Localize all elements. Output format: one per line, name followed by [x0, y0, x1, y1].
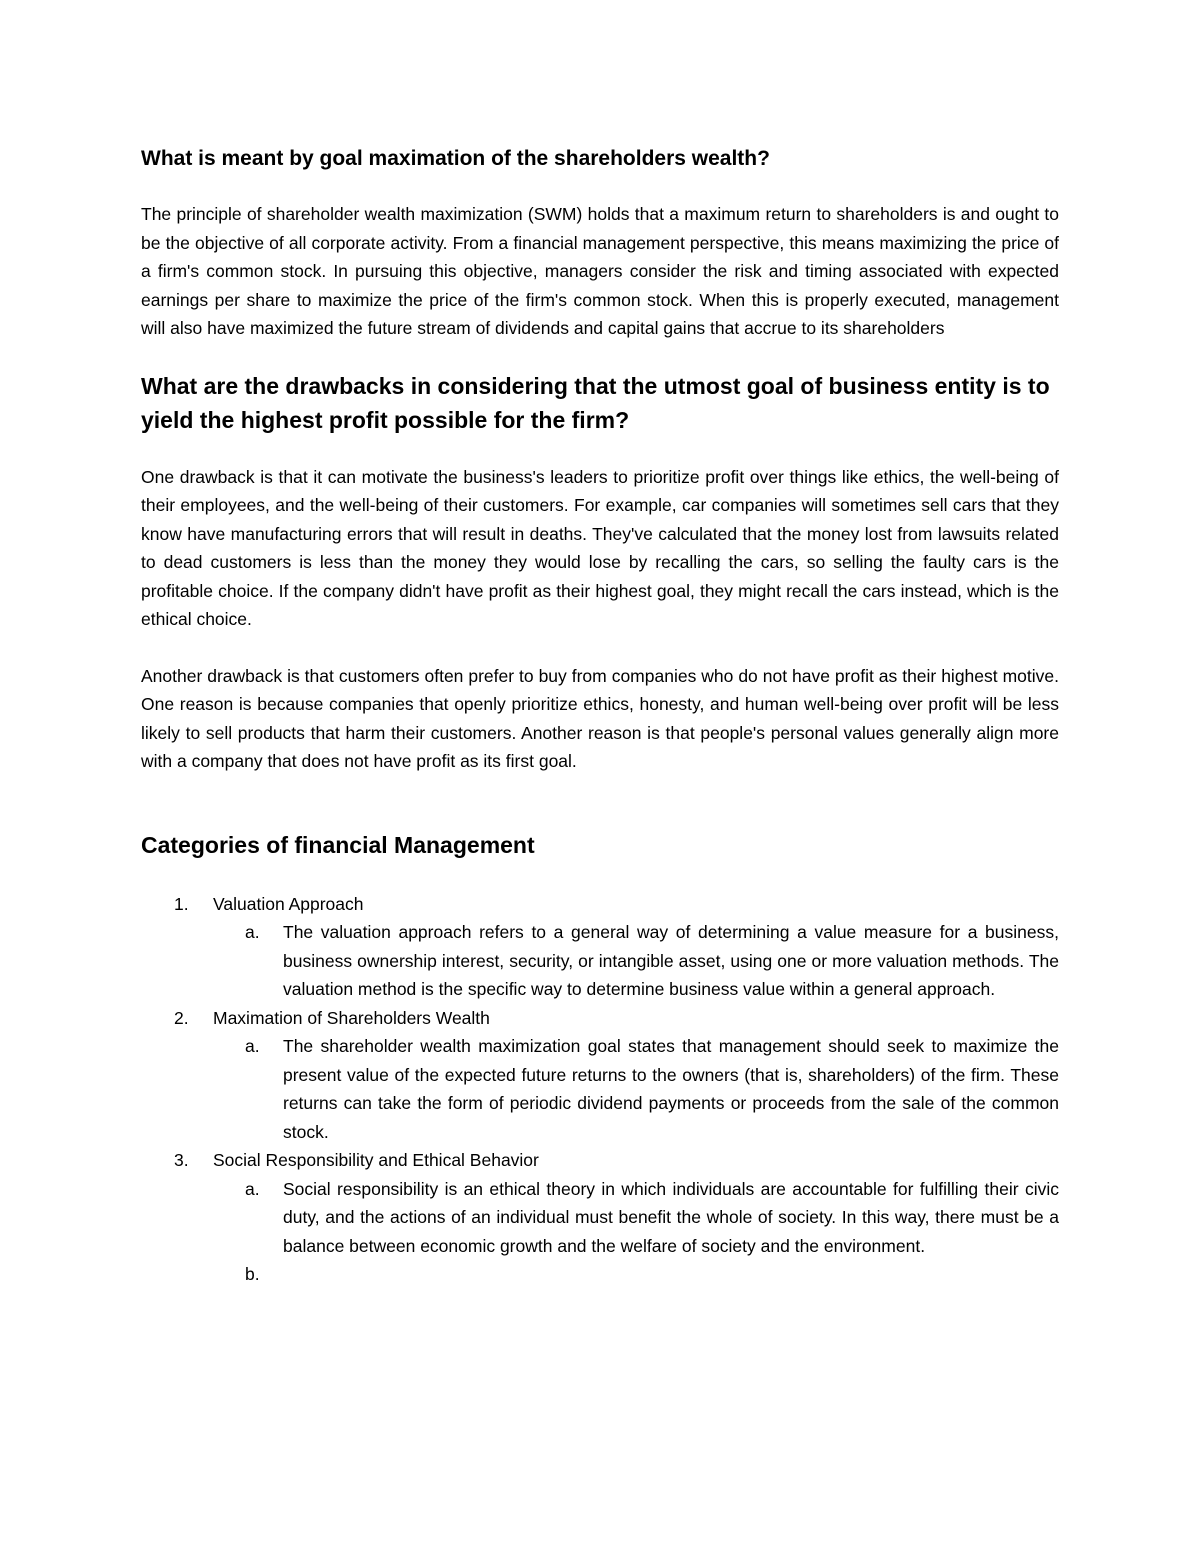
- category-item-maximation: [141, 1004, 1059, 1147]
- category-sublist: [141, 1175, 1059, 1289]
- subitem-marker: a.: [245, 922, 260, 942]
- question-2-heading: What are the drawbacks in considering that the utmost goal of business entity is to yield the highest profit possible for the firm?: [141, 372, 1050, 433]
- subitem-text: The valuation approach refers to a general way of determining a value measure for a business, business ownership interest, security, or intangible asset, using one or more valuation methods. The valuation method is the specific way to determine business value within a general approach.: [283, 922, 1059, 999]
- subitem-marker: a.: [245, 1036, 260, 1056]
- subitem-marker: b.: [245, 1264, 260, 1284]
- category-sublist: [141, 1032, 1059, 1146]
- subitem-text: The shareholder wealth maximization goal states that management should seek to maximize the present value of the expected future returns to the owners (that is, shareholders) of the firm. These returns can take the form of periodic dividend payments or proceeds from the sale of the common stock.: [283, 1036, 1059, 1142]
- category-title: Valuation Approach: [213, 893, 364, 914]
- question-1-answer: The principle of shareholder wealth maximization (SWM) holds that a maximum return to shareholders is and ought to be the objective of all corporate activity. From a financial management perspective, this means maximizing the price of a firm's common stock. In pursuing this objective, managers consider the risk and timing associated with expected earnings per share to maximize the price of the firm's common stock. When this is properly executed, management will also have maximized the future stream of dividends and capital gains that accrue to its shareholders: [141, 204, 1059, 338]
- category-title: Maximation of Shareholders Wealth: [213, 1007, 490, 1028]
- category-subitem-empty: [141, 1260, 1059, 1289]
- subitem-text: Social responsibility is an ethical theory in which individuals are accountable for fulfilling their civic duty, and the actions of an individual must benefit the whole of society. In this way, there must be a balance between economic growth and the welfare of society and the environment.: [283, 1178, 1059, 1256]
- question-2-paragraph-1: One drawback is that it can motivate the business's leaders to prioritize profit over things like ethics, the well-being of their employees, and the well-being of their customers. For example, car companies will sometimes sell cars that they know have manufacturing errors that will result in deaths. They've calculated that the money lost from lawsuits related to dead customers is less than the money they would lose by recalling the cars, so selling the faulty cars is the profitable choice. If the company didn't have profit as their highest goal, they might recall the cars instead, which is the ethical choice.: [141, 466, 1059, 629]
- category-item-valuation: [141, 890, 1059, 1004]
- category-item-social-responsibility: [141, 1146, 1059, 1289]
- categories-list: [141, 890, 1059, 1289]
- category-number: 3.: [174, 1150, 189, 1170]
- category-number: 1.: [174, 893, 189, 914]
- document-content: [141, 144, 1059, 1289]
- question-1-heading: What is meant by goal maximation of the shareholders wealth?: [141, 147, 770, 170]
- subitem-marker: a.: [245, 1178, 260, 1199]
- category-sublist: [141, 918, 1059, 1004]
- category-subitem: [141, 1175, 1059, 1261]
- category-subitem: [141, 1032, 1059, 1146]
- question-2-paragraph-2: Another drawback is that customers often prefer to buy from companies who do not have profit as their highest motive. One reason is because companies that openly prioritize ethics, honesty, and human well-being over profit will be less likely to sell products that harm their customers. Another reason is that people's personal values generally align more with a company that does not have profit as its first goal.: [141, 665, 1059, 771]
- category-number: 2.: [174, 1007, 189, 1028]
- categories-heading: Categories of financial Management: [141, 831, 535, 858]
- category-subitem: [141, 918, 1059, 1004]
- category-title: Social Responsibility and Ethical Behavior: [213, 1150, 539, 1170]
